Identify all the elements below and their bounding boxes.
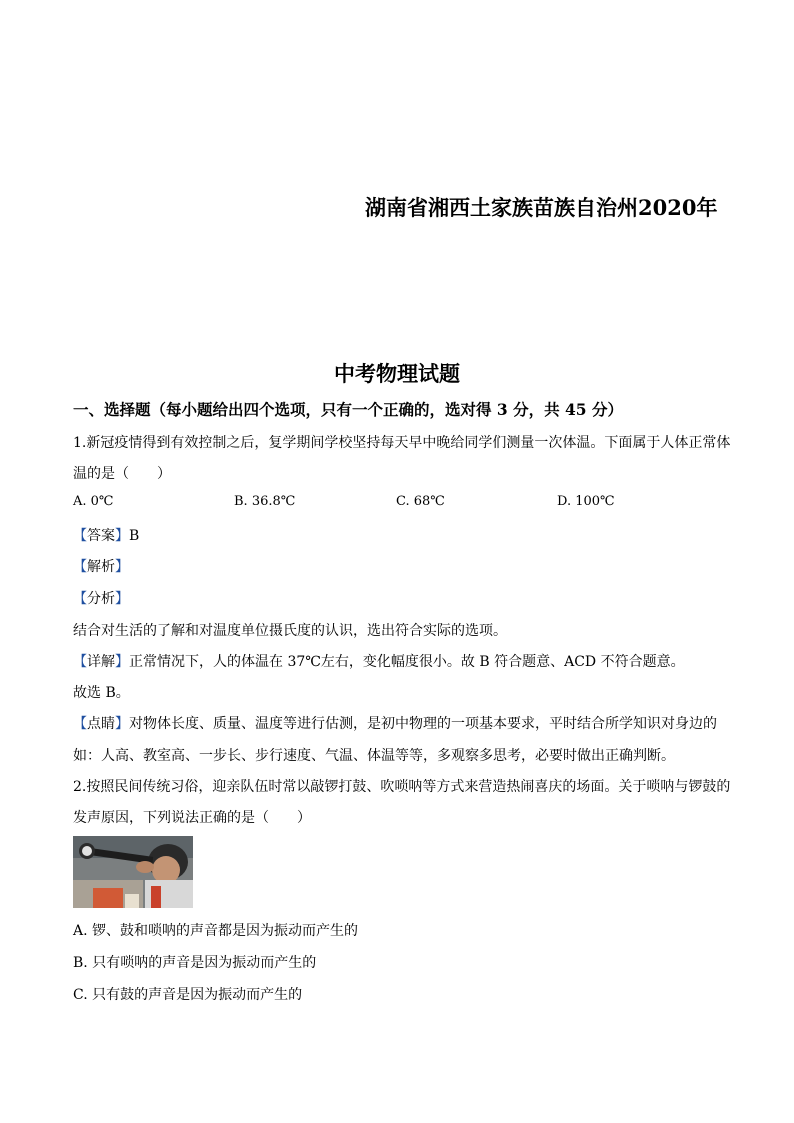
suona-player-photo <box>73 836 193 908</box>
detail-text: 正常情况下，人的体温在 37℃左右，变化幅度很小。故 B 符合题意、ACD 不符合题意。 <box>129 654 685 670</box>
q1-conclusion: 故选 B。 <box>73 685 130 701</box>
answer-label: 【答案】 <box>73 528 129 544</box>
q2-option-c: C. 只有鼓的声音是因为振动而产生的 <box>73 987 303 1003</box>
document-title-line2: 中考物理试题 <box>334 361 460 386</box>
q1-option-a: A. 0℃ <box>73 494 114 509</box>
q1-option-b: B. 36.8℃ <box>234 494 296 509</box>
comment-label: 【点睛】 <box>73 716 129 732</box>
q1-fenxi-label: 【分析】 <box>73 591 129 607</box>
document-title-line1: 湖南省湘西土家族苗族自治州2020年 <box>365 195 718 220</box>
q1-option-d: D. 100℃ <box>557 494 615 509</box>
q1-option-c: C. 68℃ <box>396 494 445 509</box>
detail-label: 【详解】 <box>73 654 129 670</box>
q2-stem-line2: 发声原因，下列说法正确的是（ ） <box>73 810 311 826</box>
q1-stem-line2: 温的是（ ） <box>73 466 171 482</box>
q1-answer <box>73 525 139 545</box>
q2-option-b: B. 只有唢呐的声音是因为振动而产生的 <box>73 955 317 971</box>
q1-fenxi-text: 结合对生活的了解和对温度单位摄氏度的认识，选出符合实际的选项。 <box>73 623 507 639</box>
comment-text-1: 对物体长度、质量、温度等进行估测，是初中物理的一项基本要求，平时结合所学知识对身边的 <box>129 716 717 732</box>
q1-analysis-label: 【解析】 <box>73 559 129 575</box>
q1-detail <box>73 651 685 671</box>
q2-option-a: A. 锣、鼓和唢呐的声音都是因为振动而产生的 <box>73 923 359 939</box>
q2-stem-line1: 2.按照民间传统习俗，迎亲队伍时常以敲锣打鼓、吹唢呐等方式来营造热闹喜庆的场面。关于唢呐与锣鼓的 <box>73 779 731 795</box>
answer-value: B <box>129 528 140 544</box>
q1-comment-line1 <box>73 713 717 733</box>
q1-comment-line2: 如：人高、教室高、一步长、步行速度、气温、体温等等，多观察多思考，必要时做出正确判断。 <box>73 748 675 764</box>
q1-stem-line1: 1.新冠疫情得到有效控制之后，复学期间学校坚持每天早中晚给同学们测量一次体温。下面属于人体正常体 <box>73 435 731 451</box>
section-heading: 一、选择题（每小题给出四个选项，只有一个正确的，选对得 3 分，共 45 分） <box>73 400 623 419</box>
